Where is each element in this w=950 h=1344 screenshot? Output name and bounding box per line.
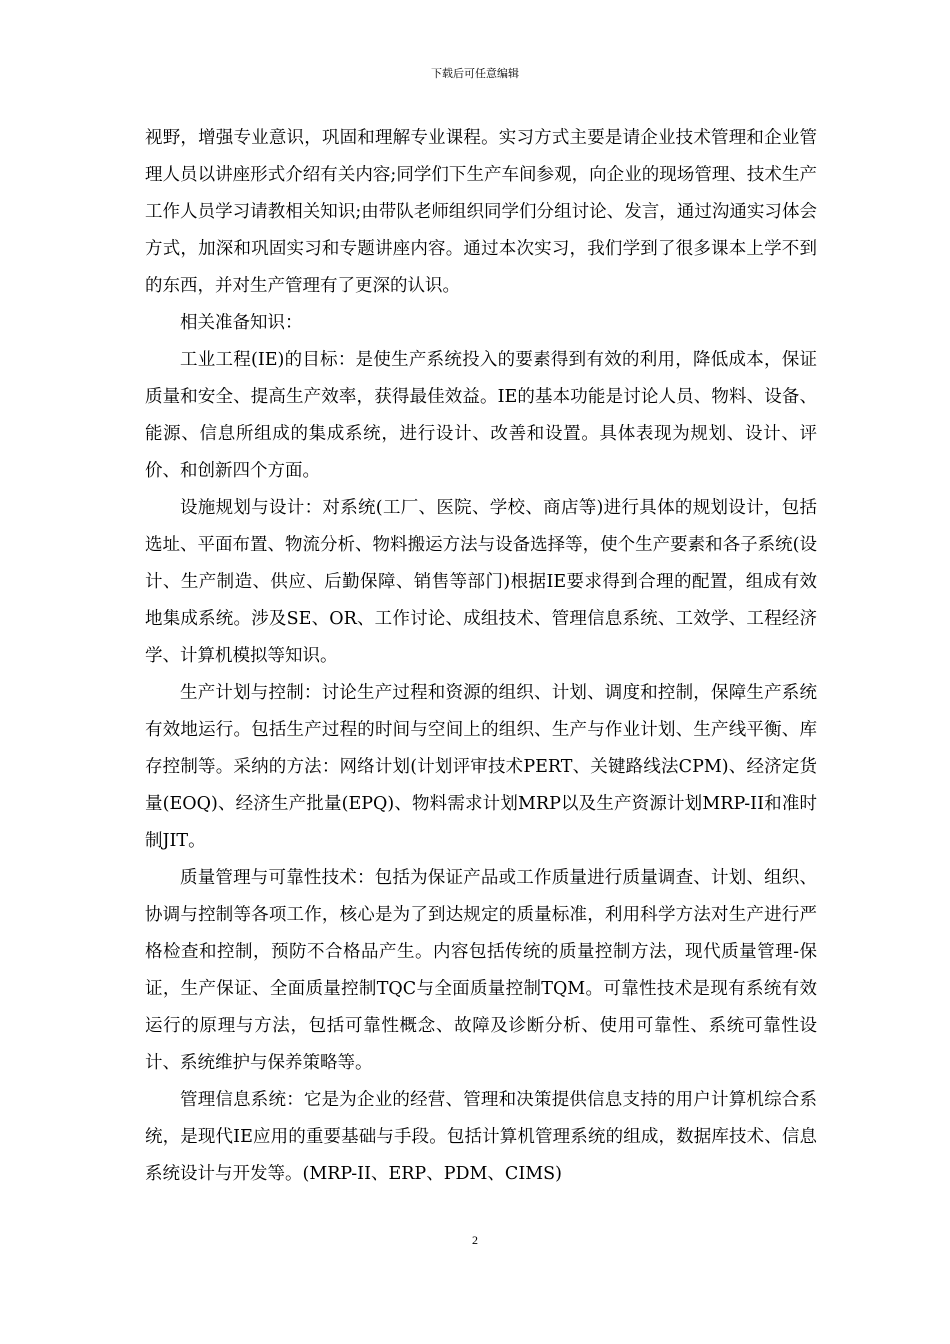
document-body xyxy=(145,120,817,1193)
page-number: 2 xyxy=(472,1233,478,1247)
paragraph-facility-planning: 设施规划与设计：对系统(工厂、医院、学校、商店等)进行具体的规划设计，包括选址、平面布置、物流分析、物料搬运方法与设备选择等，使个生产要素和各子系统(设计、生产制造、供应、后勤保障、销售等部门)根据IE要求得到合理的配置，组成有效地集成系统。涉及SE、OR、工作讨论、成组技术、管理信息系统、工效学、工程经济学、计算机模拟等知识。 xyxy=(145,498,817,666)
paragraph-quality-management: 质量管理与可靠性技术：包括为保证产品或工作质量进行质量调查、计划、组织、协调与控制等各项工作，核心是为了到达规定的质量标准，利用科学方法对生产进行严格检查和控制，预防不合格品产生。内容包括传统的质量控制方法，现代质量管理-保证，生产保证、全面质量控制TQC与全面质量控制TQM。可靠性技术是现有系统有效运行的原理与方法，包括可靠性概念、故障及诊断分析、使用可靠性、系统可靠性设计、系统维护与保养策略等。 xyxy=(145,868,817,1073)
paragraph-ie-goals: 工业工程(IE)的目标：是使生产系统投入的要素得到有效的利用，降低成本，保证质量和安全、提高生产效率，获得最佳效益。IE的基本功能是讨论人员、物料、设备、能源、信息所组成的集成系统，进行设计、改善和设置。具体表现为规划、设计、评价、和创新四个方面。 xyxy=(145,350,817,481)
page-header: 下载后可任意编辑 xyxy=(431,67,519,80)
paragraph-production-planning: 生产计划与控制：讨论生产过程和资源的组织、计划、调度和控制，保障生产系统有效地运行。包括生产过程的时间与空间上的组织、生产与作业计划、生产线平衡、库存控制等。采纳的方法：网络计划(计划评审技术PERT、关键路线法CPM)、经济定货量(EOQ)、经济生产批量(EPQ)、物料需求计划MRP以及生产资源计划MRP-II和准时制JIT。 xyxy=(145,683,817,851)
paragraph-intro-continued: 视野，增强专业意识，巩固和理解专业课程。实习方式主要是请企业技术管理和企业管理人员以讲座形式介绍有关内容;同学们下生产车间参观，向企业的现场管理、技术生产工作人员学习请教相关知识;由带队老师组织同学们分组讨论、发言，通过沟通实习体会方式，加深和巩固实习和专题讲座内容。通过本次实习，我们学到了很多课本上学不到的东西，并对生产管理有了更深的认识。 xyxy=(145,128,817,296)
paragraph-preparation-heading: 相关准备知识： xyxy=(180,313,303,333)
paragraph-management-information-systems: 管理信息系统：它是为企业的经营、管理和决策提供信息支持的用户计算机综合系统，是现代IE应用的重要基础与手段。包括计算机管理系统的组成，数据库技术、信息系统设计与开发等。(MRP-II、ERP、PDM、CIMS) xyxy=(145,1090,817,1184)
